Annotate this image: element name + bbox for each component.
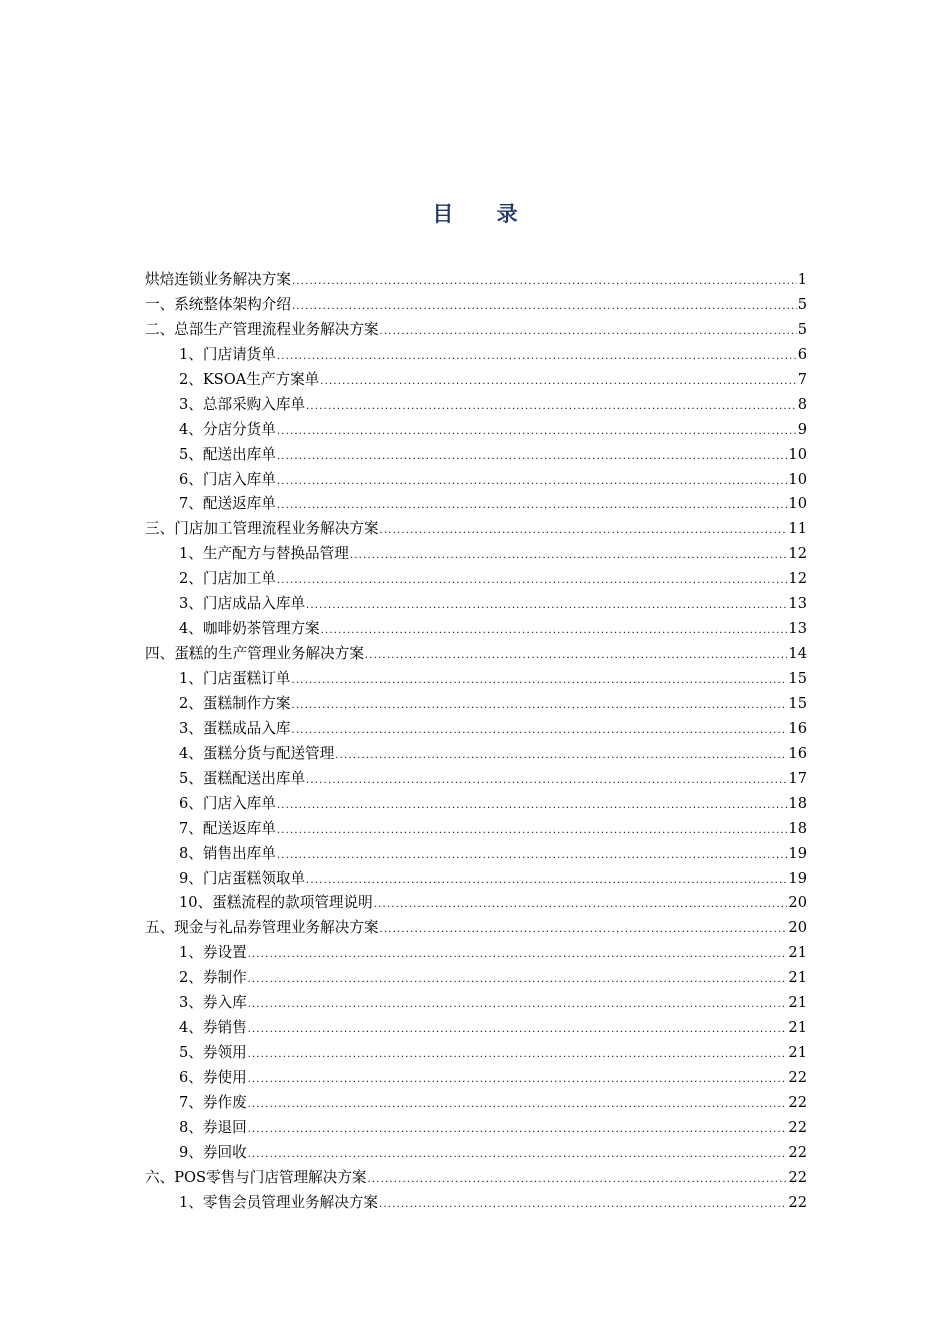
toc-leader-dots <box>248 993 788 1018</box>
toc-entry-text: 4、券销售 <box>179 1019 247 1037</box>
toc-entry-text: 5、蛋糕配送出库单 <box>179 769 306 787</box>
toc-entry[interactable] <box>145 1191 807 1216</box>
toc-entry-text: 五、现金与礼品券管理业务解决方案 <box>145 919 379 937</box>
toc-entry[interactable] <box>145 293 807 318</box>
toc-entry-text: 1、门店请货单 <box>179 345 276 363</box>
toc-leader-dots <box>277 844 788 869</box>
toc-leader-dots <box>306 594 787 619</box>
toc-page-number: 10 <box>788 495 807 513</box>
toc-entry[interactable] <box>145 393 807 418</box>
toc-leader-dots <box>365 644 788 669</box>
toc-entry[interactable] <box>145 867 807 892</box>
toc-entry[interactable] <box>145 617 807 642</box>
toc-entry-text: 6、门店入库单 <box>179 470 276 488</box>
toc-leader-dots <box>335 744 787 769</box>
toc-entry-text: 三、门店加工管理流程业务解决方案 <box>145 520 379 538</box>
toc-entry-text: 2、门店加工单 <box>179 570 276 588</box>
toc-entry-text: 一、系统整体架构介绍 <box>145 295 291 313</box>
toc-entry[interactable] <box>145 916 807 941</box>
toc-page-number: 18 <box>788 794 807 812</box>
toc-entry-text: 3、蛋糕成品入库 <box>179 719 291 737</box>
toc-leader-dots <box>291 719 787 744</box>
toc-page-number: 14 <box>788 645 807 663</box>
toc-leader-dots <box>306 869 787 894</box>
toc-entry-text: 8、券退回 <box>179 1118 247 1136</box>
toc-entry[interactable] <box>145 767 807 792</box>
toc-page-number: 21 <box>788 994 807 1012</box>
toc-entry-text: 二、总部生产管理流程业务解决方案 <box>145 320 379 338</box>
toc-page-number: 22 <box>788 1168 807 1186</box>
toc-entry-text: 9、券回收 <box>179 1143 247 1161</box>
toc-entry[interactable] <box>145 991 807 1016</box>
toc-page-number: 6 <box>797 345 807 363</box>
toc-entry[interactable] <box>145 343 807 368</box>
toc-page-number: 22 <box>788 1193 807 1211</box>
toc-page-number: 19 <box>788 869 807 887</box>
toc-entry-text: 3、门店成品入库单 <box>179 595 306 613</box>
toc-page-number: 15 <box>788 670 807 687</box>
toc-page-number: 11 <box>788 520 807 538</box>
toc-entry-text: 4、咖啡奶茶管理方案 <box>179 620 320 638</box>
toc-leader-dots <box>277 794 788 819</box>
toc-entry[interactable] <box>145 542 807 567</box>
toc-leader-dots <box>306 769 787 794</box>
toc-leader-dots <box>248 968 788 993</box>
toc-page-number: 9 <box>797 420 807 438</box>
toc-entry-text: 4、蛋糕分货与配送管理 <box>179 744 335 762</box>
toc-leader-dots <box>248 943 788 968</box>
toc-page-number: 8 <box>797 395 807 413</box>
toc-entry[interactable] <box>145 891 807 916</box>
toc-entry[interactable] <box>145 817 807 842</box>
toc-entry-text: 2、券制作 <box>179 969 247 987</box>
toc-entry-text: 7、配送返库单 <box>179 819 276 837</box>
toc-page-number: 10 <box>788 445 807 463</box>
toc-page-number: 16 <box>788 744 807 762</box>
toc-title: 目 录 <box>432 201 536 226</box>
toc-leader-dots <box>380 519 788 544</box>
toc-page-number: 21 <box>788 969 807 987</box>
toc-leader-dots <box>248 1118 788 1143</box>
toc-page-number: 21 <box>788 1019 807 1037</box>
toc-entry[interactable] <box>145 941 807 966</box>
toc-page-number: 19 <box>788 844 807 862</box>
toc-page-number: 22 <box>788 1069 807 1086</box>
toc-entry[interactable] <box>145 592 807 617</box>
toc-leader-dots <box>277 445 788 470</box>
table-of-contents <box>145 268 807 1216</box>
toc-leader-dots <box>277 345 797 370</box>
toc-page-number: 12 <box>788 545 807 563</box>
toc-entry-text: 1、门店蛋糕订单 <box>179 670 291 687</box>
toc-leader-dots <box>277 494 788 519</box>
toc-entry-text: 1、零售会员管理业务解决方案 <box>179 1193 379 1211</box>
toc-entry[interactable] <box>145 1166 807 1191</box>
toc-page-number: 22 <box>788 1118 807 1136</box>
toc-entry-text: 8、销售出库单 <box>179 844 276 862</box>
toc-leader-dots <box>248 1143 788 1168</box>
toc-page-number: 21 <box>788 1044 807 1062</box>
toc-entry-text: 5、券领用 <box>179 1044 247 1062</box>
toc-entry-text: 6、门店入库单 <box>179 794 276 812</box>
toc-leader-dots <box>292 295 797 320</box>
toc-entry[interactable] <box>145 1066 807 1091</box>
toc-entry-text: 2、蛋糕制作方案 <box>179 694 291 712</box>
toc-entry[interactable] <box>145 966 807 991</box>
toc-entry-text: 1、生产配方与替换品管理 <box>179 545 349 563</box>
toc-page-number: 16 <box>788 719 807 737</box>
toc-page-number: 17 <box>788 769 807 787</box>
toc-entry[interactable] <box>145 1041 807 1066</box>
toc-page-number: 15 <box>788 694 807 712</box>
toc-leader-dots <box>350 544 788 569</box>
toc-leader-dots <box>292 270 797 295</box>
toc-entry-text: 6、券使用 <box>179 1069 247 1086</box>
toc-leader-dots <box>291 669 787 694</box>
toc-page-number: 13 <box>788 620 807 638</box>
toc-page-number: 20 <box>788 919 807 937</box>
toc-entry[interactable] <box>145 468 807 493</box>
toc-leader-dots <box>248 1018 788 1043</box>
toc-leader-dots <box>277 819 788 844</box>
toc-entry-text: 3、总部采购入库单 <box>179 395 306 413</box>
toc-entry[interactable] <box>145 742 807 767</box>
toc-leader-dots <box>306 395 797 420</box>
toc-entry-text: 9、门店蛋糕领取单 <box>179 869 306 887</box>
toc-leader-dots <box>320 370 796 395</box>
toc-page-number: 10 <box>788 470 807 488</box>
toc-entry[interactable] <box>145 368 807 393</box>
toc-entry-text: 烘焙连锁业务解决方案 <box>145 271 291 288</box>
toc-entry-text: 5、配送出库单 <box>179 445 276 463</box>
toc-page-number: 12 <box>788 570 807 588</box>
toc-page-number: 20 <box>788 894 807 912</box>
toc-entry[interactable] <box>145 642 807 667</box>
toc-entry[interactable] <box>145 443 807 468</box>
toc-entry[interactable] <box>145 517 807 542</box>
toc-leader-dots <box>321 619 788 644</box>
toc-entry[interactable] <box>145 318 807 343</box>
toc-leader-dots <box>380 320 797 345</box>
toc-entry[interactable] <box>145 717 807 742</box>
toc-entry[interactable] <box>145 1091 807 1116</box>
toc-entry-text: 3、券入库 <box>179 994 247 1012</box>
toc-entry-text: 10、蛋糕流程的款项管理说明 <box>179 894 373 912</box>
toc-entry-text: 1、券设置 <box>179 944 247 962</box>
toc-page-number: 22 <box>788 1143 807 1161</box>
toc-page-number: 7 <box>797 370 807 388</box>
toc-page-number: 5 <box>797 320 807 338</box>
toc-leader-dots <box>248 1068 788 1093</box>
toc-leader-dots <box>379 1193 787 1218</box>
toc-page-number: 22 <box>788 1093 807 1111</box>
toc-leader-dots <box>374 893 788 918</box>
toc-leader-dots <box>248 1093 788 1118</box>
toc-leader-dots <box>380 918 788 943</box>
toc-leader-dots <box>277 470 788 495</box>
toc-entry[interactable] <box>145 492 807 517</box>
toc-entry-text: 4、分店分货单 <box>179 420 276 438</box>
toc-entry[interactable] <box>145 268 807 293</box>
toc-entry[interactable] <box>145 418 807 443</box>
toc-entry[interactable] <box>145 667 807 692</box>
toc-leader-dots <box>277 420 797 445</box>
toc-entry[interactable] <box>145 1116 807 1141</box>
toc-entry-text: 六、POS零售与门店管理解决方案 <box>145 1168 367 1186</box>
toc-page-number: 18 <box>788 819 807 837</box>
toc-entry[interactable] <box>145 1016 807 1041</box>
toc-leader-dots <box>368 1168 788 1193</box>
toc-entry[interactable] <box>145 692 807 717</box>
toc-page-number: 5 <box>797 295 807 313</box>
toc-entry[interactable] <box>145 1141 807 1166</box>
toc-entry-text: 四、蛋糕的生产管理业务解决方案 <box>145 645 364 663</box>
toc-entry-text: 7、券作废 <box>179 1093 247 1111</box>
toc-leader-dots <box>248 1043 788 1068</box>
toc-page-number: 13 <box>788 595 807 613</box>
toc-leader-dots <box>291 694 787 719</box>
toc-page-number: 21 <box>788 944 807 962</box>
toc-page-number: 1 <box>797 271 807 288</box>
toc-entry[interactable] <box>145 792 807 817</box>
toc-entry-text: 7、配送返库单 <box>179 495 276 513</box>
toc-entry-text: 2、KSOA生产方案单 <box>179 370 320 388</box>
toc-entry[interactable] <box>145 842 807 867</box>
toc-entry[interactable] <box>145 567 807 592</box>
toc-leader-dots <box>277 569 788 594</box>
